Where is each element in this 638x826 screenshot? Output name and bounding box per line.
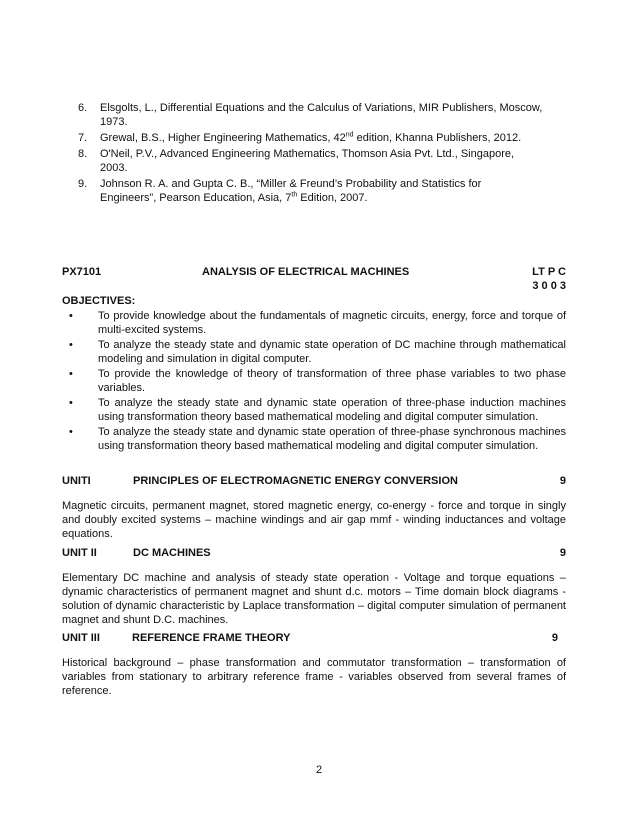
reference-text: Elsgolts, L., Differential Equations and the Calculus of Variations, MIR Publishers, Moscow, [100,102,543,114]
bullet-icon: • [69,368,73,380]
reference-text [100,131,568,145]
reference-text-part: Grewal, B.S., Higher Engineering Mathematics, 42 [100,132,346,144]
unit-heading [62,474,566,488]
bullet-icon: • [69,310,73,322]
unit-hours: 9 [559,475,566,487]
objective-item [62,396,566,424]
reference-text: Johnson R. A. and Gupta C. B., “Miller & Freund’s Probability and Statistics for [100,178,482,190]
unit-body: Elementary DC machine and analysis of steady state operation - Voltage and torque equations – dynamic characteristics of permanent magnet and shunt d.c. motors – Time domain block diagrams - solution of dynamic characteristic by Laplace transformation – digital computer simulation of permanent magnet and shunt D.C. machines. [62,572,566,626]
objective-item [62,425,566,453]
unit-number: UNIT II [62,547,97,559]
objectives-heading: OBJECTIVES: [62,295,136,307]
reference-number: 6. [78,102,88,114]
reference-list [78,101,568,207]
course-title: ANALYSIS OF ELECTRICAL MACHINES [202,266,410,278]
reference-text-part: Engineers”, Pearson Education, Asia, 7 [100,192,292,204]
reference-text-part: edition, Khanna Publishers, 2012. [353,132,522,144]
unit-hours: 9 [551,632,558,644]
objective-text: To analyze the steady state and dynamic state operation of DC machine through mathematical modeling and simulation in digital computer. [98,339,566,365]
ltpc-label: LT P C [532,266,566,278]
reference-item [78,177,568,205]
superscript: th [291,191,298,199]
superscript: nd [345,131,354,139]
unit-number: UNIT III [62,632,100,644]
reference-number: 7. [78,132,88,144]
reference-number: 9. [78,178,88,190]
reference-item [78,101,568,129]
objective-item [62,367,566,395]
page-number: 2 [315,764,323,776]
unit-title: DC MACHINES [133,547,211,559]
unit-title: PRINCIPLES OF ELECTROMAGNETIC ENERGY CONVERSION [133,475,458,487]
course-code: PX7101 [62,266,102,278]
reference-text [100,191,568,205]
reference-text-part: Edition, 2007. [297,192,368,204]
bullet-icon: • [69,426,73,438]
unit-hours: 9 [559,547,566,559]
unit-heading [62,631,566,645]
unit-body: Magnetic circuits, permanent magnet, stored magnetic energy, co-energy - force and torque in singly and doubly excited systems – machine windings and air gap mmf - winding inductances and voltage equations. [62,500,566,540]
reference-text: 1973. [100,116,128,128]
reference-item [78,147,568,175]
objectives-list [62,309,566,454]
unit-body: Historical background – phase transformation and commutator transformation – transformation of variables from stationary to arbitrary reference frame - variables observed from several frames of reference. [62,657,566,697]
bullet-icon: • [69,339,73,351]
objective-text: To analyze the steady state and dynamic state operation of three-phase synchronous machines using transformation theory based mathematical modeling and digital computer simulation. [98,426,566,452]
reference-text: 2003. [100,162,128,174]
unit-2-section [62,546,566,627]
ltpc-values: 3 0 0 3 [532,280,566,292]
unit-1-section [62,474,566,541]
bullet-icon: • [69,397,73,409]
objective-text: To analyze the steady state and dynamic state operation of three-phase induction machines using transformation theory based mathematical modeling and digital computer simulation. [98,397,566,423]
objective-item [62,309,566,337]
reference-item [78,131,568,145]
reference-number: 8. [78,148,88,160]
unit-3-section [62,631,566,698]
reference-text: O'Neil, P.V., Advanced Engineering Mathematics, Thomson Asia Pvt. Ltd., Singapore, [100,148,515,160]
objective-item [62,338,566,366]
unit-heading [62,546,566,560]
unit-number: UNITI [62,475,91,487]
objective-text: To provide knowledge about the fundamentals of magnetic circuits, energy, force and torque of multi-excited systems. [98,310,566,336]
objective-text: To provide the knowledge of theory of transformation of three phase variables to two phase variables. [98,368,566,394]
unit-title: REFERENCE FRAME THEORY [132,632,291,644]
